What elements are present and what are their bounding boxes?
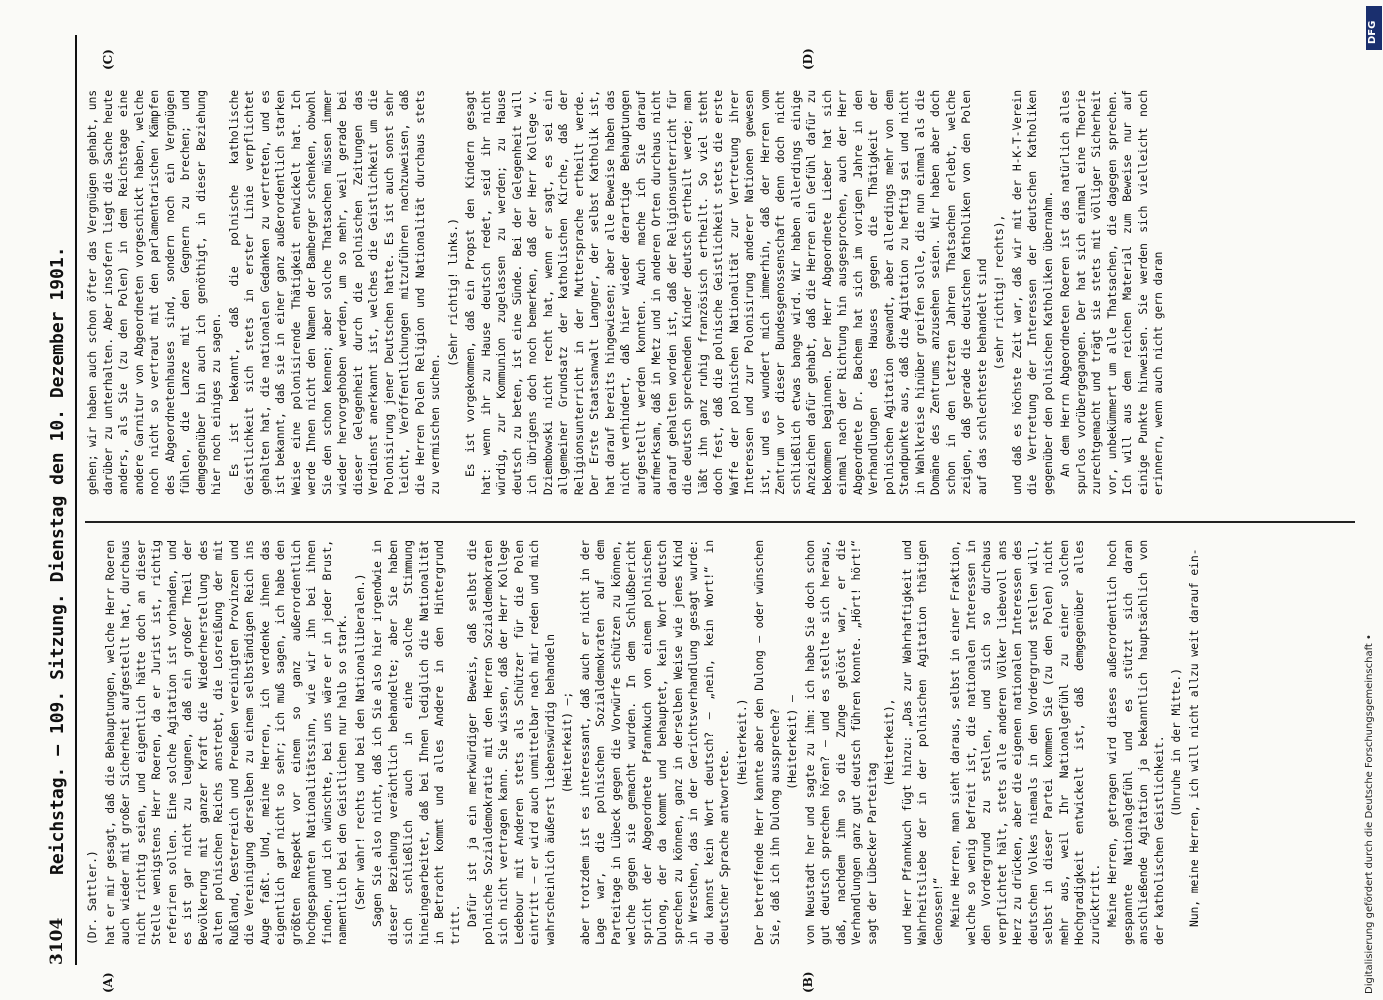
dfg-logo bbox=[1366, 6, 1382, 50]
paragraph: und Herr Pfannkuch fügt hinzu: „Das zur Wahrhaftigkeit und Wahrheitsliebe der in der polnischen Agitation thätigen Genossen!“ bbox=[899, 540, 945, 945]
interjection: (Heiterkeit) —; bbox=[560, 691, 574, 794]
paragraph: hat er mir gesagt, daß die Behauptungen, welche Herr Roeren auch wieder mit großer Sicherheit aufgestellt hat, durchaus nicht richtig seien, und eigentlich hätte doch an dieser Stelle wenigstens Herr Roeren, da er Jurist ist, richtig referiren sollen. Eine solche Agitation ist vorhanden, und es ist gar nicht zu leugnen, daß ein großer Theil der Bevölkerung mit ganzer Kraft die Wiederherstellung des alten polnischen Reichs anstrebt, die Losreißung der mit Rußland, Oesterreich und Preußen vereinigten Provinzen und die Vereinigung derselben zu einem selbständigen Reich ins Auge faßt. Und, meine Herren, ich verdenke ihnen das eigentlich gar nicht so sehr; ich muß sagen, ich habe den größten Respekt vor einem so ganz außerordentlich hochgespannten Nationalitätssinn, wie wir ihn bei ihnen finden, und ich wünschte, bei uns wäre er in jeder Brust, namentlich bei den Geistlichen nur halb so stark. bbox=[102, 540, 349, 945]
interjection: (Heiterkeit), bbox=[882, 698, 896, 787]
margin-letter-c: (C) bbox=[101, 49, 115, 70]
interjection: (sehr richtig! rechts), bbox=[992, 214, 1006, 371]
margin-letter-a: (A) bbox=[101, 972, 115, 993]
paragraph: von Neustadt her und sagte zu ihm: ich habe Sie doch schon gut deutsch sprechen hören? — und es stellte sich heraus, daß, nachdem ihm so die Zunge gelöst war, er die Verhandlungen ganz gut deutsch führen konnte. „Hört! hört!“ sagt der Lübecker Parteitag bbox=[802, 540, 879, 945]
rotated-sheet bbox=[41, 35, 1371, 993]
paragraph: Der betreffende Herr kannte aber den Dulong — oder wünschen Sie, daß ich ihn Dulong ausspreche? bbox=[752, 540, 782, 945]
paragraph: Sagen Sie also nicht, daß ich Sie also hier irgendwie in dieser Beziehung verächtlich behandelte; aber Sie haben sich schließlich auch in eine solche Stimmung hineingearbeitet, daß bei Ihnen lediglich die Nationalität in Betracht kommt und alles Andere in den Hintergrund tritt. bbox=[370, 540, 462, 945]
paragraph: An dem Herrn Abgeordneten Roeren ist das natürlich alles spurlos vorübergegangen. Der hat sich einmal eine Theorie zurechtgemacht und trägt sie stets mit völliger Sicherheit vor, unbekümmert um alle Thatsachen, die dagegen sprechen. Ich will aus dem reichen Material zum Beweise nur auf einige Punkte hinweisen. Sie werden sich vielleicht noch erinnern, wenn auch nicht gern daran bbox=[1058, 90, 1165, 495]
interjection: (Heiterkeit) — bbox=[785, 695, 799, 790]
digitization-watermark bbox=[1364, 4, 1383, 994]
paragraph: Meine Herren, getragen wird dieses außerordentlich hoch gespannte Nationalgefühl und es stützt sich daran anschließende Agitation ja bekanntlich hauptsächlich von der katholischen Geistlichkeit. bbox=[1105, 540, 1166, 945]
running-head: Reichstag. — 109. Sitzung. Dienstag den 10. Dezember 1901. bbox=[47, 246, 68, 875]
margin-letter-d: (D) bbox=[801, 48, 815, 70]
page-number: 3104 bbox=[47, 917, 67, 965]
dfg-logo-text: DFG bbox=[1367, 20, 1378, 44]
interjection: (Sehr wahr! rechts und bei den Nationalliberalen.) bbox=[352, 573, 367, 912]
margin-letter-b: (B) bbox=[801, 971, 815, 993]
watermark-text: Digitalisierung gefördert durch die Deutsche Forschungsgemeinschaft • bbox=[1364, 634, 1375, 994]
paragraph: Es ist vorgekommen, daß ein Propst den Kindern gesagt hat: wenn ihr zu Hause deutsch redet, seid ihr nicht würdig, zur Kommunion zugelassen zu werden; zu Hause deutsch zu beten, ist eine Sünde. Bei der Gelegenheit will ich übrigens doch noch bemerken, daß der Herr Kollege v. Dziembowski nicht recht hat, wenn er sagt, es sei ein allgemeiner Grundsatz der katholischen Kirche, daß der Religionsunterricht in der Muttersprache ertheilt werde. Der Erste Staatsanwalt Langner, der selbst Katholik ist, hat darauf bereits hingewiesen; aber alle Beweise haben das nicht verhindert, daß hier wieder derartige Behauptungen aufgestellt werden konnten. Auch mache ich Sie darauf aufmerksam, daß in Metz und in anderen Orten durchaus nicht darauf gehalten worden ist, daß der Religionsunterricht für die deutsch sprechenden Kinder deutsch ertheilt werde; man läßt ihn ganz ruhig französisch ertheilt. So viel steht doch fest, daß die polnische Geistlichkeit stets die erste Waffe der polnischen Nationalität zur Vertretung ihrer Interessen und zur Polonisirung anderer Nationen gewesen ist, und es wundert mich immerhin, daß der Herren vom Zentrum vor dieser Bundesgenossenschaft denn doch nicht schließlich etwas bange wird. Wir haben allerdings einige Anzeichen dafür gehabt, daß die Herren ein Gefühl dafür zu bekommen beginnen. Der Herr Abgeordnete Lieber hat sich einmal nach der Richtung hin ausgesprochen, auch der Herr Abgeordnete Dr. Bachem hat sich im vorigen Jahre in den Verhandlungen des Hauses gegen die Thätigkeit der polnischen Agitation gewandt, aber allerdings mehr von dem Standpunkte aus, daß die Agitation zu heftig sei und nicht in Wahlkreise hinüber greifen solle, die nun einmal als die Domäne des Zentrums anzusehen seien. Wir haben aber doch schon in den letzten Jahren Thatsachen erlebt, welche zeigen, daß gerade die deutschen Katholiken von den Polen auf das schlechteste behandelt sind bbox=[463, 90, 989, 495]
page-header bbox=[41, 35, 77, 965]
paragraph: Es ist bekannt, daß die polnische katholische Geistlichkeit sich stets in erster Linie verpflichtet gehalten hat, die nationalen Gedanken zu vertreten, und es ist bekannt, daß sie in einer ganz außerordentlich starken Weise eine polonisirende Thätigkeit entwickelt hat. Ich werde Ihnen nicht den Namen der Bamberger schenken, obwohl Sie den schon kennen; aber solche Thatsachen müssen immer wieder hervorgehoben werden, um so mehr, weil gerade bei dieser Gelegenheit durch die polnischen Zeitungen das Verdienst anerkannt ist, welches die Geistlichkeit um die Polonisirung jener Deutschen hatte. Es ist auch sonst sehr leicht, Veröffentlichungen mitzuführen nachzuweisen, daß die Herren Polen Religion und Nationalität durchaus stets zu vermischen suchen. bbox=[226, 90, 442, 495]
paragraph: Dafür ist ja ein merkwürdiger Beweis, daß selbst die polnische Sozialdemokratie mit den Herren Sozialdemokraten sich nicht vertragen kann. Sie wissen, daß der Herr Kollege Ledebour mit Anderen stets als Schützer für die Polen eintritt — er wird auch unmittelbar nach mir reden und mich wahrscheinlich äußerst liebenswürdig behandeln bbox=[465, 540, 557, 945]
interjection: (Heiterkeit.) bbox=[734, 698, 749, 787]
paragraph: aber trotzdem ist es interessant, daß auch er nicht in der Lage war, die polnischen Sozialdemokraten auf dem Parteitage in Lübeck gegen die Vorwürfe schützen zu können, welche gegen sie gemacht wurden. In dem Schlußbericht spricht der Abgeordnete Pfannkuch von einem polnischen Dulong, der da kommt und behauptet, kein Wort deutsch sprechen zu können, ganz in derselben Weise wie jenes Kind in Wreschen, das in der Gerichtsverhandlung gesagt wurde: du kannst kein Wort deutsch? — „nein, kein Wort!“ in deutscher Sprache antwortete. bbox=[577, 540, 731, 945]
left-column bbox=[85, 540, 1204, 945]
speaker-label: (Dr. Sattler.) bbox=[85, 850, 99, 945]
right-column bbox=[85, 90, 1169, 495]
paragraph: Nun, meine Herren, ich will nicht allzu weit darauf ein- bbox=[1186, 548, 1201, 927]
column-divider bbox=[85, 521, 1355, 523]
interjection: (Unruhe in der Mitte.) bbox=[1169, 668, 1183, 817]
paragraph: Meine Herren, man sieht daraus, selbst in einer Fraktion, welche so wenig befreit ist, die nationalen Interessen in den Vordergrund zu stellen, und sich so durchaus verpflichtet hält, stets alle anderen Völker liebevoll ans Herz zu drücken, aber die eigenen nationalen Interessen des deutschen Volkes niemals in den Vordergrund stellen will, selbst in dieser Partei kommen Sie (zu den Polen) nicht mehr aus, weil Ihr Nationalgefühl zu einer solchen Hochgradigkeit entwickelt ist, daß demgegenüber alles zurücktritt. bbox=[948, 540, 1102, 945]
paragraph: gehen; wir haben auch schon öfter das Vergnügen gehabt, uns darüber zu unterhalten. Aber insofern liegt die Sache heute anders, als Sie (zu den Polen) in dem Reichstage eine andere Garnitur von Abgeordneten vorgeschickt haben, welche noch nicht so vertraut mit den parlamentarischen Kämpfen des Abgeordnetenhauses sind, sondern noch ein Vergnügen fühlen, die Lanze mit den Gegnern zu brechen; und demgegenüber bin auch ich genöthigt, in dieser Beziehung hier noch einiges zu sagen. bbox=[85, 90, 223, 495]
paragraph: und daß es höchste Zeit war, daß wir mit der H-K-T-Verein die Vertretung der Interessen der deutschen Katholiken gegenüber den polnischen Katholiken übernahm. bbox=[1009, 90, 1055, 495]
interjection: (Sehr richtig! links.) bbox=[445, 218, 460, 367]
